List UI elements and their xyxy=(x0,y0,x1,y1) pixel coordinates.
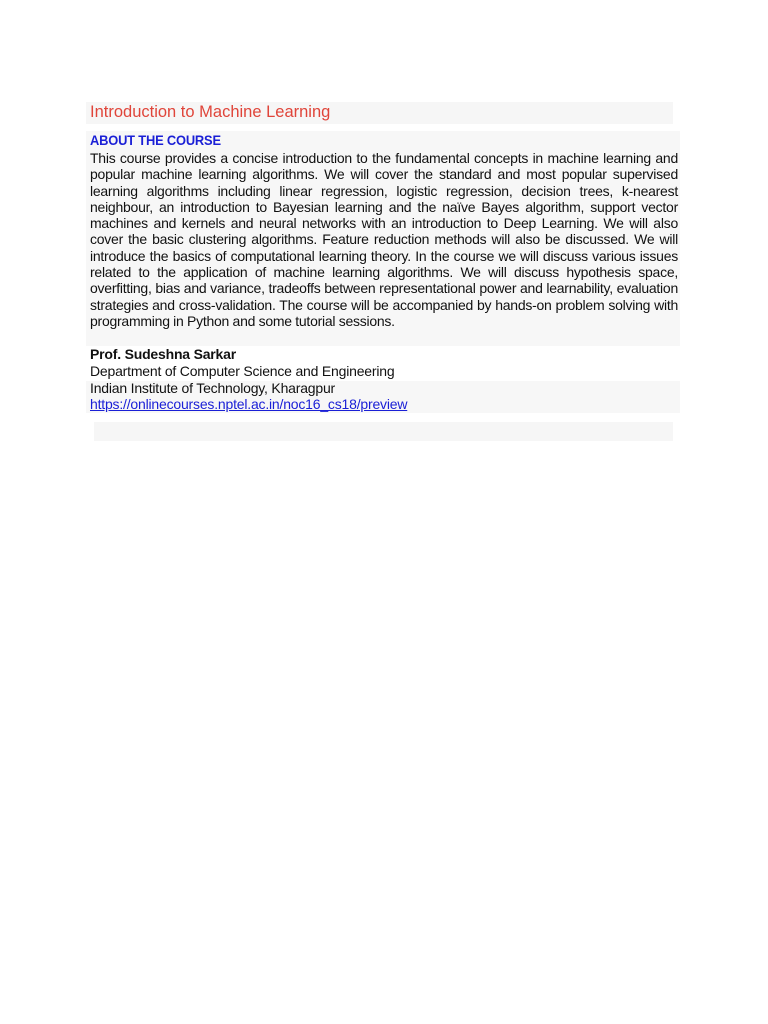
instructor-department: Department of Computer Science and Engineering xyxy=(90,363,395,379)
course-preview-link[interactable]: https://onlinecourses.nptel.ac.in/noc16_cs18/preview xyxy=(90,396,408,412)
course-title: Introduction to Machine Learning xyxy=(90,103,331,121)
empty-band xyxy=(94,422,673,441)
instructor-institute: Indian Institute of Technology, Kharagpur xyxy=(90,380,336,396)
about-course-heading: ABOUT THE COURSE xyxy=(90,132,221,148)
course-description: This course provides a concise introduction to the fundamental concepts in machine learning and popular machine learning algorithms. We will cover the standard and most popular supervised learning algorithms including linear regression, logistic regression, decision trees, k-nearest neighbour, an introduction to Bayesian learning and the naïve Bayes algorithm, support vector machines and kernels and neural networks with an introduction to Deep Learning. We will also cover the basic clustering algorithms. Feature reduction methods will also be discussed. We will introduce the basics of computational learning theory. In the course we will discuss various issues related to the application of machine learning algorithms. We will discuss hypothesis space, overfitting, bias and variance, tradeoffs between representational power and learnability, evaluation strategies and cross-validation. The course will be accompanied by hands-on problem solving with programming in Python and some tutorial sessions. xyxy=(90,150,678,329)
instructor-name: Prof. Sudeshna Sarkar xyxy=(90,346,236,362)
